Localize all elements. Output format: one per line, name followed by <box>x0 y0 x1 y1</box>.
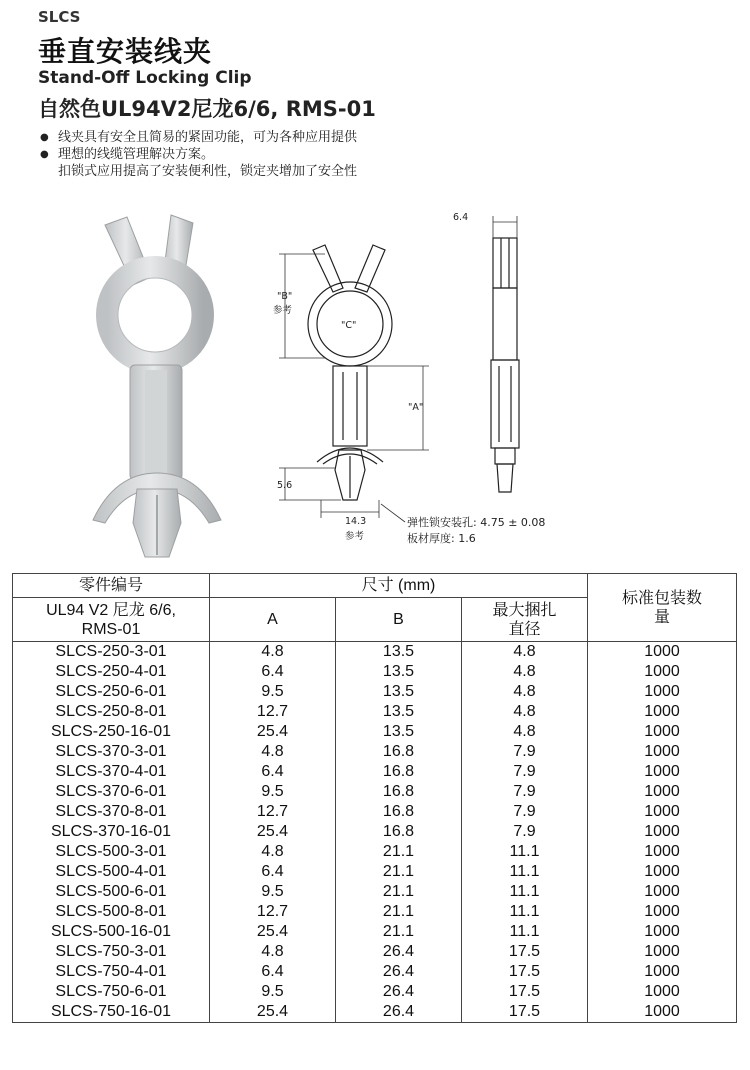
max-bundle-cell: 17.5 <box>462 942 588 962</box>
table-row <box>13 802 737 822</box>
table-row <box>13 742 737 762</box>
max-bundle-cell: 11.1 <box>462 902 588 922</box>
max-bundle-cell: 4.8 <box>462 682 588 702</box>
feature-list <box>40 129 357 180</box>
dim-b-cell: 21.1 <box>336 902 462 922</box>
dim-a-cell: 4.8 <box>210 742 336 762</box>
table-row <box>13 722 737 742</box>
pack-qty-cell: 1000 <box>588 962 737 982</box>
dim-a-cell: 25.4 <box>210 722 336 742</box>
part-number-cell: SLCS-250-3-01 <box>13 642 210 663</box>
part-number-cell: SLCS-370-8-01 <box>13 802 210 822</box>
table-row <box>13 842 737 862</box>
dim-a-cell: 6.4 <box>210 762 336 782</box>
part-number-cell: SLCS-750-6-01 <box>13 982 210 1002</box>
max-bundle-cell: 7.9 <box>462 782 588 802</box>
dim-b-cell: 13.5 <box>336 702 462 722</box>
max-bundle-cell: 4.8 <box>462 722 588 742</box>
part-number-cell: SLCS-370-4-01 <box>13 762 210 782</box>
dim-c-label: "C" <box>341 320 357 331</box>
part-number-cell: SLCS-750-16-01 <box>13 1002 210 1023</box>
dim-b-cell: 13.5 <box>336 722 462 742</box>
dim-a-cell: 12.7 <box>210 902 336 922</box>
max-bundle-cell: 11.1 <box>462 882 588 902</box>
dim-a-cell: 12.7 <box>210 802 336 822</box>
product-code: SLCS <box>38 8 81 26</box>
dim-a-cell: 9.5 <box>210 682 336 702</box>
hole-note: 弹性锁安装孔: 4.75 ± 0.08 <box>407 516 546 529</box>
table-row <box>13 922 737 942</box>
dim-b-cell: 16.8 <box>336 742 462 762</box>
max-bundle-cell: 11.1 <box>462 862 588 882</box>
part-number-cell: SLCS-750-4-01 <box>13 962 210 982</box>
header-part-number: 零件编号 <box>13 574 210 598</box>
dim-a-cell: 25.4 <box>210 1002 336 1023</box>
max-bundle-cell: 17.5 <box>462 962 588 982</box>
table-row <box>13 782 737 802</box>
max-bundle-cell: 11.1 <box>462 922 588 942</box>
pack-qty-cell: 1000 <box>588 762 737 782</box>
dim-a-cell: 12.7 <box>210 702 336 722</box>
dim-a-cell: 6.4 <box>210 862 336 882</box>
pack-qty-cell: 1000 <box>588 942 737 962</box>
dim-b-cell: 21.1 <box>336 882 462 902</box>
header-a: A <box>210 598 336 642</box>
feature-continuation: 扣锁式应用提高了安装便利性，锁定夹增加了安全性 <box>58 164 358 179</box>
product-photo <box>85 205 255 570</box>
table-row <box>13 682 737 702</box>
dim-b-cell: 13.5 <box>336 662 462 682</box>
max-bundle-cell: 11.1 <box>462 842 588 862</box>
table-row <box>13 962 737 982</box>
table-row <box>13 1002 737 1023</box>
max-bundle-cell: 4.8 <box>462 702 588 722</box>
part-number-cell: SLCS-500-3-01 <box>13 842 210 862</box>
pack-qty-cell: 1000 <box>588 802 737 822</box>
pack-qty-cell: 1000 <box>588 662 737 682</box>
dim-base: 14.3 <box>345 516 367 527</box>
pack-qty-cell: 1000 <box>588 1002 737 1023</box>
pack-qty-cell: 1000 <box>588 702 737 722</box>
dim-b-cell: 26.4 <box>336 1002 462 1023</box>
part-number-cell: SLCS-500-16-01 <box>13 922 210 942</box>
dim-b-cell: 26.4 <box>336 942 462 962</box>
dim-a-cell: 9.5 <box>210 782 336 802</box>
table-row <box>13 822 737 842</box>
dim-b-cell: 16.8 <box>336 822 462 842</box>
dim-a-label: "A" <box>408 402 424 413</box>
table-row <box>13 762 737 782</box>
header-material: UL94 V2 尼龙 6/6, RMS-01 <box>13 598 210 642</box>
part-number-cell: SLCS-500-6-01 <box>13 882 210 902</box>
pack-qty-cell: 1000 <box>588 862 737 882</box>
table-row <box>13 862 737 882</box>
part-number-cell: SLCS-370-3-01 <box>13 742 210 762</box>
dim-a-cell: 9.5 <box>210 982 336 1002</box>
max-bundle-cell: 4.8 <box>462 662 588 682</box>
dim-b-cell: 26.4 <box>336 982 462 1002</box>
part-number-cell: SLCS-250-8-01 <box>13 702 210 722</box>
title-english: Stand-Off Locking Clip <box>38 68 252 88</box>
dim-a-cell: 25.4 <box>210 822 336 842</box>
pack-qty-cell: 1000 <box>588 742 737 762</box>
dim-b-cell: 13.5 <box>336 682 462 702</box>
table-row <box>13 662 737 682</box>
header-standard-pack: 标准包装数量 <box>588 574 737 642</box>
part-number-cell: SLCS-370-16-01 <box>13 822 210 842</box>
dim-a-cell: 4.8 <box>210 842 336 862</box>
max-bundle-cell: 7.9 <box>462 822 588 842</box>
table-row <box>13 702 737 722</box>
max-bundle-cell: 17.5 <box>462 982 588 1002</box>
dim-b-cell: 21.1 <box>336 922 462 942</box>
dim-a-cell: 4.8 <box>210 642 336 663</box>
spec-table <box>12 573 737 1023</box>
table-row <box>13 942 737 962</box>
table-row <box>13 982 737 1002</box>
part-number-cell: SLCS-250-4-01 <box>13 662 210 682</box>
table-row <box>13 902 737 922</box>
pack-qty-cell: 1000 <box>588 642 737 663</box>
dim-b-cell: 13.5 <box>336 642 462 663</box>
part-number-cell: SLCS-250-16-01 <box>13 722 210 742</box>
panel-note: 板材厚度: 1.6 <box>407 532 476 545</box>
max-bundle-cell: 7.9 <box>462 742 588 762</box>
header-max-bundle: 最大捆扎直径 <box>462 598 588 642</box>
dim-b-cell: 21.1 <box>336 842 462 862</box>
dim-base-ref: 参考 <box>345 531 365 542</box>
max-bundle-cell: 7.9 <box>462 762 588 782</box>
feature-bullet-1: ● 线夹具有安全且简易的紧固功能，可为各种应用提供 <box>40 129 357 146</box>
max-bundle-cell: 17.5 <box>462 1002 588 1023</box>
dim-b-cell: 16.8 <box>336 802 462 822</box>
header-dimensions: 尺寸 (mm) <box>210 574 588 598</box>
feature-bullet-2: ● 理想的线缆管理解决方案。 <box>40 146 357 163</box>
dim-b-cell: 16.8 <box>336 762 462 782</box>
pack-qty-cell: 1000 <box>588 822 737 842</box>
pack-qty-cell: 1000 <box>588 682 737 702</box>
table-row <box>13 882 737 902</box>
part-number-cell: SLCS-500-4-01 <box>13 862 210 882</box>
dim-a-cell: 4.8 <box>210 942 336 962</box>
part-number-cell: SLCS-500-8-01 <box>13 902 210 922</box>
dim-b-cell: 16.8 <box>336 782 462 802</box>
pack-qty-cell: 1000 <box>588 842 737 862</box>
header-b: B <box>336 598 462 642</box>
dim-pin: 5.6 <box>277 480 293 491</box>
pack-qty-cell: 1000 <box>588 982 737 1002</box>
pack-qty-cell: 1000 <box>588 782 737 802</box>
part-number-cell: SLCS-370-6-01 <box>13 782 210 802</box>
dim-b-label: "B" <box>277 291 293 302</box>
pack-qty-cell: 1000 <box>588 922 737 942</box>
dim-a-cell: 25.4 <box>210 922 336 942</box>
title-chinese: 垂直安装线夹 <box>38 35 213 68</box>
dim-b-cell: 21.1 <box>336 862 462 882</box>
pack-qty-cell: 1000 <box>588 882 737 902</box>
dim-b-ref: 参考 <box>273 305 293 316</box>
max-bundle-cell: 7.9 <box>462 802 588 822</box>
max-bundle-cell: 4.8 <box>462 642 588 663</box>
part-number-cell: SLCS-750-3-01 <box>13 942 210 962</box>
dim-a-cell: 6.4 <box>210 662 336 682</box>
table-row <box>13 642 737 663</box>
material-title: 自然色UL94V2尼龙6/6, RMS-01 <box>38 97 376 121</box>
dim-width: 6.4 <box>453 212 469 223</box>
pack-qty-cell: 1000 <box>588 902 737 922</box>
pack-qty-cell: 1000 <box>588 722 737 742</box>
dim-a-cell: 6.4 <box>210 962 336 982</box>
dim-a-cell: 9.5 <box>210 882 336 902</box>
dim-b-cell: 26.4 <box>336 962 462 982</box>
part-number-cell: SLCS-250-6-01 <box>13 682 210 702</box>
technical-drawing <box>255 200 595 555</box>
